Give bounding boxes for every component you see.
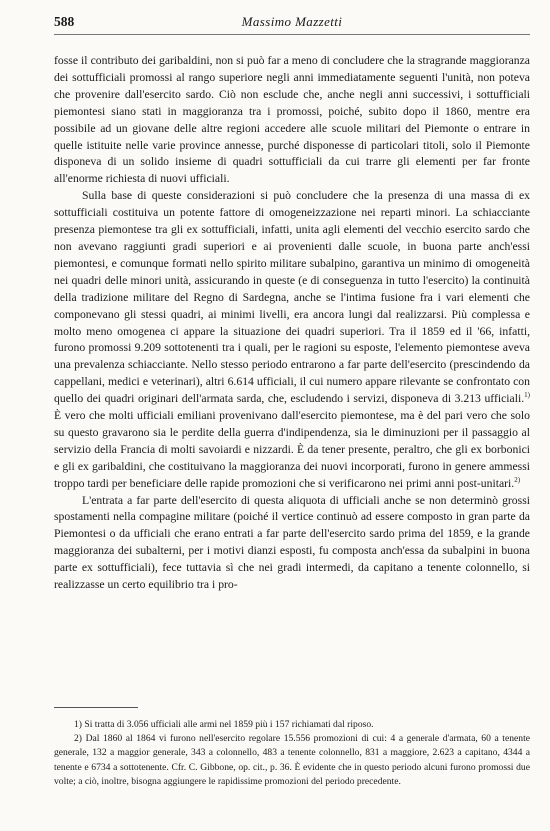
header-rule — [54, 34, 530, 35]
footnote-ref-1[interactable]: 1) — [524, 391, 530, 400]
paragraph-2-continued: È vero che molti ufficiali emiliani provenivano dall'esercito piemontese, ma è del pari vero che solo su questo gravarono sia le perdite della guerra d'indipendenza, sia le diminuzioni per il passaggio al servizio della Francia di molti savoiardi e nizzardi. È da tener presente, peraltro, che gli ex borbonici e gli ex garibaldini, che costituivano la maggioranza dei nuovi incorporati, furono in genere ammessi troppo tardi per beneficiare delle rapide promozioni che si verificarono nei primi anni post-unitari. — [54, 409, 530, 490]
footnote-2: 2) Dal 1860 al 1864 vi furono nell'esercito regolare 15.556 promozioni di cui: 4 a generale d'armata, 60 a tenente generale, 132 a maggior generale, 343 a colonnello, 483 a tenente colonnello, 831 a maggiore, 2.623 a capitano, 4344 a tenente e 6734 a sottotenente. Cfr. C. Gibbone, op. cit., p. 36. È evidente che in questo periodo alcuni furono promossi due volte; a ciò, inoltre, bisogna aggiungere le rapidissime promozioni del periodo precedente. — [54, 733, 530, 787]
footnote-rule — [54, 707, 138, 708]
running-head: Massimo Mazzetti — [241, 14, 343, 29]
footnote-1: 1) Si tratta di 3.056 ufficiali alle armi nel 1859 più i 157 richiamati dal riposo. — [74, 719, 374, 730]
footnotes — [54, 718, 530, 789]
paragraph-1: fosse il contributo dei garibaldini, non si può far a meno di concludere che la stragrande maggioranza dei sottufficiali promossi al rango superiore negli anni immediatamente seguenti l'unità, non poteva che provenire dall'esercito sardo. Ciò non esclude che, anche negli anni successivi, i sottufficiali piemontesi siano stati in maggioranza tra i promossi, poiché, subito dopo il 1860, mentre era possibile ad un giovane delle altre regioni accedere alle scuole militari del Piemonte o entrare in quelle istituite nelle varie province annesse, purché disponesse di particolari titoli, solo il Piemonte disponeva di un solido insieme di quadri sottufficiali da cui trarre gli elementi per far fronte all'enorme richiesta di nuovi ufficiali. — [54, 54, 530, 186]
page-number: 588 — [54, 14, 75, 29]
footnote-ref-2[interactable]: 2) — [514, 475, 521, 484]
page-header — [54, 14, 530, 34]
paragraph-2 — [54, 188, 530, 492]
body-text — [54, 53, 530, 594]
paragraph-3: L'entrata a far parte dell'esercito di questa aliquota di ufficiali anche se non determinò grossi spostamenti nella compagine militare (poiché il vertice continuò ad essere composto in gran parte da Piemontesi o da ufficiali che erano entrati a far parte dell'esercito sardo prima del 1859, e la grande maggioranza dei subalterni, per i motivi dianzi esposti, fu composta anch'essa da subalpini in buona parte ex sottufficiali), fece tuttavia sì che nei gradi intermedi, da capitano a tenente colonnello, si realizzasse un certo equilibrio tra i pro- — [54, 493, 530, 592]
paragraph-2-text: Sulla base di queste considerazioni si può concludere che la presenza di una massa di ex sottufficiali costituiva un potente fattore di omogeneizzazione nei reparti minori. La schiacciante presenza piemontese tra gli ex sottufficiali, infatti, unita agli elementi del vecchio esercito sardo che non avevano raggiunti gradi superiori e ai provenienti dalle scuole, in buona parte anch'essi piemontesi, e comunque formati nello spirito militare subalpino, garantiva un minimo di omogeneità nei quadri delle minori unità, assicurando in queste (e di conseguenza in tutto l'esercito) la continuità della tradizione militare del Regno di Sardegna, anche se l'intima fusione fra i vari elementi che componevano gli stessi quadri, ai minimi livelli, era ancora lungi dal realizzarsi. Più complessa e molto meno omogenea ci appare la situazione dei quadri superiori. Tra il 1859 ed il '66, infatti, furono promossi 9.209 sottotenenti tra i quali, per le ragioni su esposte, l'elemento piemontese aveva una prevalenza schiacciante. Nello stesso periodo entrarono a far parte dell'esercito (prescindendo da cappellani, medici e veterinari), altri 6.614 ufficiali, il cui numero appare rilevante se confrontato con quello dei quadri originari dell'armata sarda, che, escludendo i servizi, disponeva di 3.213 ufficiali. — [54, 189, 530, 406]
